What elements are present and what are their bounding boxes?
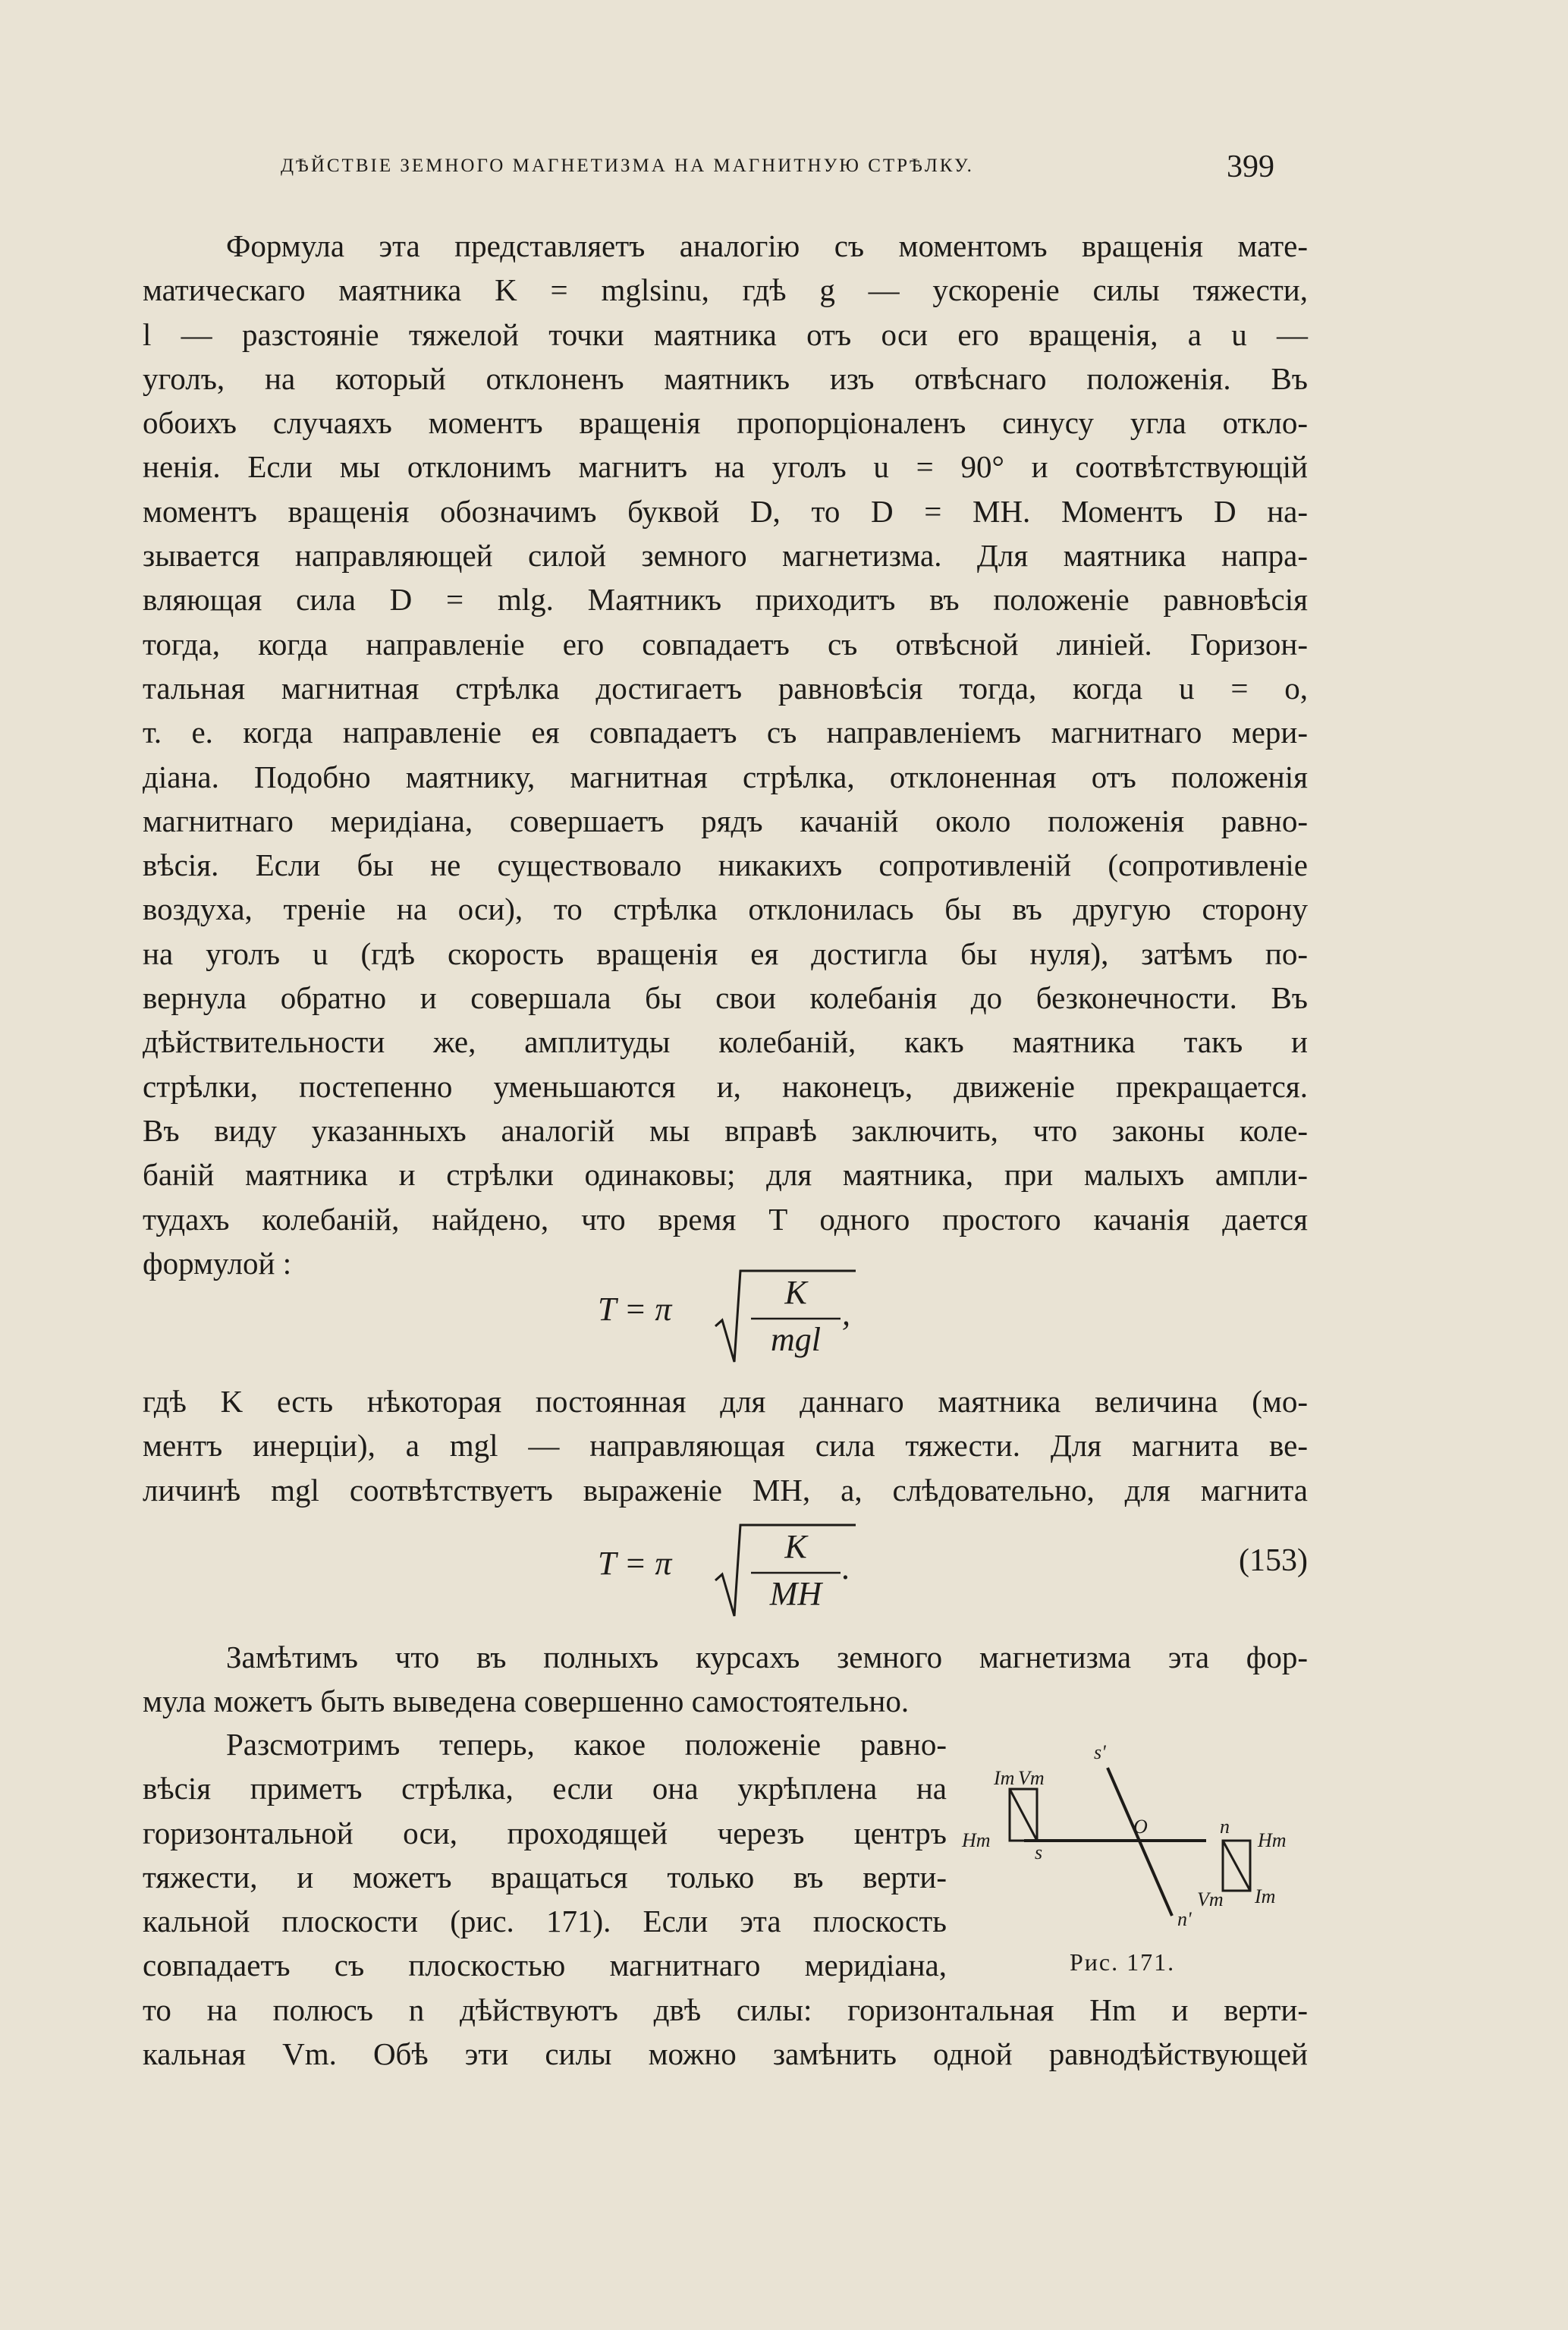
label-s-prime: s' bbox=[1094, 1741, 1106, 1763]
page-number: 399 bbox=[1227, 149, 1274, 184]
text-line: вѣсія. Если бы не существовало никакихъ сопротивленій (сопротивленіе bbox=[143, 847, 1308, 883]
label-im-right: Im bbox=[1255, 1885, 1276, 1907]
text-line: вернула обратно и совершала бы свои колебанія до безконечности. Въ bbox=[143, 980, 1308, 1016]
text-line: дѣйствительности же, амплитуды колебаній, какъ маятника такъ и bbox=[143, 1024, 1308, 1060]
square-root bbox=[712, 1267, 863, 1366]
formula-numerator: K bbox=[784, 1274, 807, 1311]
text-line: тудахъ колебаній, найдено, что время T одного простого качанія дается bbox=[143, 1201, 1308, 1237]
text-line: тогда, когда направленіе его совпадаетъ съ отвѣсной линіей. Горизон- bbox=[143, 626, 1308, 662]
label-n-prime: n' bbox=[1177, 1908, 1192, 1930]
label-vm-right: Vm bbox=[1197, 1888, 1224, 1910]
text-line: ненія. Если мы отклонимъ магнитъ на уголъ u = 90° и соотвѣтствующій bbox=[143, 449, 1308, 485]
text-line: горизонтальной оси, проходящей черезъ центръ bbox=[143, 1815, 947, 1850]
text-line: Формула эта представляетъ аналогію съ моментомъ вращенія мате- bbox=[226, 228, 1308, 263]
text-line: тяжести, и можетъ вращаться только въ верти- bbox=[143, 1859, 947, 1895]
text-line: обоихъ случаяхъ моментъ вращенія пропорціоналенъ синусу угла откло- bbox=[143, 405, 1308, 441]
text-line: магнитнаго меридіана, совершаетъ рядъ качаній около положенія равно- bbox=[143, 803, 1308, 838]
paragraph-2 bbox=[143, 1379, 1308, 1512]
text-line: ментъ инерціи), а mgl — направляющая сила тяжести. Для магнита ве- bbox=[143, 1428, 1308, 1464]
text-line: формулой : bbox=[143, 1245, 292, 1281]
label-o: O bbox=[1133, 1816, 1148, 1838]
resultant-right bbox=[1223, 1841, 1250, 1891]
formula-lhs: T = π bbox=[598, 1291, 672, 1328]
paragraph-4 bbox=[143, 1722, 947, 1988]
formula-lhs: T = π bbox=[598, 1545, 672, 1582]
text-line: личинѣ mgl соотвѣтствуетъ выраженіе MH, а, слѣдовательно, для магнита bbox=[143, 1472, 1308, 1508]
label-hm-right: Hm bbox=[1258, 1829, 1287, 1851]
label-im-left: Im bbox=[994, 1767, 1015, 1789]
text-line: воздуха, треніе на оси), то стрѣлка отклонилась бы въ другую сторону bbox=[143, 891, 1308, 927]
formula-pendulum-period bbox=[143, 1267, 1308, 1366]
text-line: матическаго маятника K = mglsinu, гдѣ g — ускореніе силы тяжести, bbox=[143, 272, 1308, 308]
text-line: уголъ, на который отклоненъ маятникъ изъ отвѣснаго положенія. Въ bbox=[143, 360, 1308, 396]
formula-trail: . bbox=[842, 1549, 850, 1586]
equation-number: (153) bbox=[1239, 1543, 1308, 1578]
running-title: ДѢЙСТВІЕ ЗЕМНОГО МАГНЕТИЗМА НА МАГНИТНУЮ СТРѢЛКУ. bbox=[281, 156, 974, 176]
needle-diagram bbox=[956, 1737, 1305, 1950]
text-line: кальная Vm. Обѣ эти силы можно замѣнить одной равнодѣйствующей bbox=[143, 2036, 1308, 2072]
figure-caption: Рис. 171. bbox=[1070, 1948, 1176, 1976]
text-line: стрѣлки, постепенно уменьшаются и, наконецъ, движеніе прекращается. bbox=[143, 1068, 1308, 1104]
label-vm-left: Vm bbox=[1018, 1767, 1045, 1789]
text-line: l — разстояніе тяжелой точки маятника отъ оси его вращенія, а u — bbox=[143, 316, 1308, 352]
paragraph-1 bbox=[143, 224, 1308, 1285]
text-line: на уголъ u (гдѣ скорость вращенія ея достигла бы нуля), затѣмъ по- bbox=[143, 935, 1308, 971]
formula-trail: , bbox=[842, 1295, 850, 1332]
text-line: Замѣтимъ что въ полныхъ курсахъ земного магнетизма эта фор- bbox=[226, 1640, 1308, 1674]
resultant-left bbox=[1010, 1789, 1037, 1841]
text-line: вѣсія приметъ стрѣлка, если она укрѣплена на bbox=[143, 1771, 947, 1806]
paragraph-3 bbox=[143, 1635, 1308, 1724]
text-line: баній маятника и стрѣлки одинаковы; для маятника, при малыхъ ампли- bbox=[143, 1157, 1308, 1193]
square-root bbox=[712, 1521, 863, 1620]
text-line: тальная магнитная стрѣлка достигаетъ равновѣсія тогда, когда u = o, bbox=[143, 670, 1308, 706]
text-line: Разсмотримъ теперь, какое положеніе равно- bbox=[226, 1727, 947, 1762]
formula-magnet-period bbox=[143, 1521, 1308, 1620]
formula-numerator: K bbox=[784, 1528, 807, 1565]
label-n: n bbox=[1220, 1816, 1230, 1838]
formula-denominator: MH bbox=[769, 1575, 822, 1612]
text-line: кальной плоскости (рис. 171). Если эта плоскость bbox=[143, 1904, 947, 1939]
text-line: Въ виду указанныхъ аналогій мы вправѣ заключить, что законы коле- bbox=[143, 1112, 1308, 1148]
text-line: т. е. когда направленіе ея совпадаетъ съ направленіемъ магнитнаго мери- bbox=[143, 715, 1308, 750]
text-line: совпадаетъ съ плоскостью магнитнаго меридіана, bbox=[143, 1948, 947, 1983]
text-line: зывается направляющей силой земного магнетизма. Для маятника напра- bbox=[143, 538, 1308, 574]
text-line: мула можетъ быть выведена совершенно самостоятельно. bbox=[143, 1684, 910, 1719]
text-line: моментъ вращенія обозначимъ буквой D, то D = MH. Моментъ D на- bbox=[143, 493, 1308, 529]
text-line: то на полюсъ n дѣйствуютъ двѣ силы: горизонтальная Hm и верти- bbox=[143, 1992, 1308, 2027]
label-hm-left: Hm bbox=[962, 1829, 991, 1851]
text-line: вляющая сила D = mlg. Маятникъ приходитъ въ положеніе равновѣсія bbox=[143, 582, 1308, 618]
paragraph-5 bbox=[143, 1988, 1308, 2077]
figure-171 bbox=[956, 1737, 1305, 1988]
text-line: гдѣ K есть нѣкоторая постоянная для даннаго маятника величина (мо- bbox=[143, 1384, 1308, 1419]
text-line: діана. Подобно маятнику, магнитная стрѣлка, отклоненная отъ положенія bbox=[143, 759, 1308, 794]
label-s: s bbox=[1035, 1841, 1043, 1863]
formula-denominator: mgl bbox=[771, 1321, 821, 1358]
